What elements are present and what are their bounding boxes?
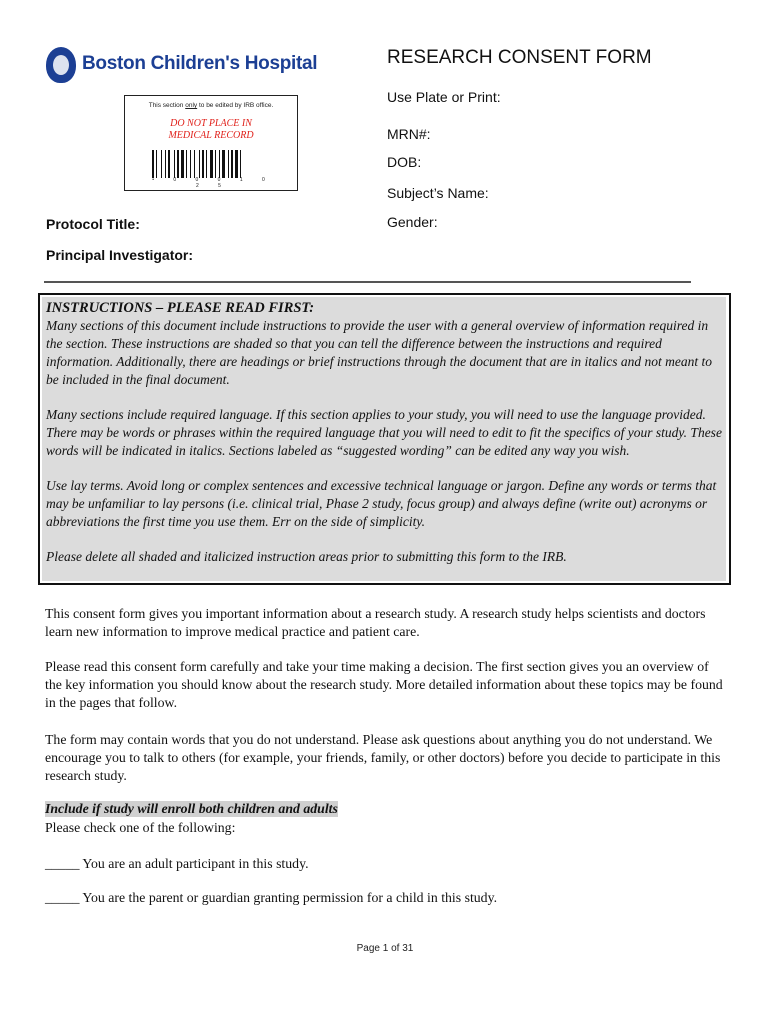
parent-guardian-option[interactable]: _____ You are the parent or guardian granting permission for a child in this study.: [45, 890, 498, 905]
hospital-name: Boston Children's Hospital: [82, 53, 318, 74]
body-paragraph-1: This consent form gives you important information about a research study. A research study helps scientists and doctors learn new information to improve medical practice and patient care.: [45, 606, 706, 639]
dob-field: DOB:: [387, 154, 422, 170]
instructions-paragraph-4: Please delete all shaded and italicized instruction areas prior to submitting this form to the IRB.: [46, 549, 567, 564]
check-prompt: Please check one of the following:: [45, 820, 236, 835]
principal-investigator-label: Principal Investigator:: [46, 247, 194, 263]
protocol-title-label: Protocol Title:: [46, 216, 140, 232]
barcode-icon: [152, 150, 274, 178]
page-number: Page 1 of 31: [356, 943, 414, 954]
irb-office-box: [124, 95, 298, 191]
gender-field: Gender:: [387, 214, 438, 230]
barcode-digits: • 0 0 0 1 0 2 5: [152, 177, 274, 189]
include-note-heading: Include if study will enroll both children and adults: [45, 801, 338, 816]
irb-note: This section only to be edited by IRB office.: [148, 102, 274, 109]
header-divider: [44, 281, 691, 283]
instructions-heading: INSTRUCTIONS – PLEASE READ FIRST:: [46, 300, 315, 316]
form-title: RESEARCH CONSENT FORM: [387, 47, 652, 68]
mrn-field: MRN#:: [387, 126, 431, 142]
body-paragraph-3: The form may contain words that you do not understand. Please ask questions about anything you do not understand. We encourage you to talk to others (for example, your friends, family, or other doctors) before you decide to participate in this research study.: [45, 732, 721, 783]
plate-label: Use Plate or Print:: [387, 89, 501, 105]
hospital-seal-icon: [46, 47, 76, 83]
instructions-paragraph-2: Many sections include required language. If this section applies to your study, you will need to use the language provided. There may be words or phrases within the required language that you will need to edit to fit the specifics of your study. These words will be indicated in italics. Sections labeled as “suggested wording” can be edited any way you wish.: [46, 407, 722, 458]
do-not-place-warning: DO NOT PLACE IN MEDICAL RECORD: [168, 118, 254, 141]
instructions-paragraph-3: Use lay terms. Avoid long or complex sentences and excessive technical language or jargon. Define any words or terms that may be unfamiliar to lay persons (i.e. clinical trial, Phase 2 study, focus group) and always define (write out) acronyms or abbreviations the first time you use them. Err on the side of simplicity.: [46, 478, 717, 529]
body-paragraph-2: Please read this consent form carefully and take your time making a decision. The first section gives you an overview of the key information you should know about the research study. More detailed information about these topics may be found in the pages that follow.: [45, 659, 723, 710]
instructions-box: [38, 293, 731, 585]
adult-participant-option[interactable]: _____ You are an adult participant in this study.: [45, 856, 309, 871]
instructions-paragraph-1: Many sections of this document include instructions to provide the user with a general overview of information required in the section. These instructions are shaded so that you can tell the difference between the instructions and required information. Additionally, there are headings or brief instructions through the document that are in italics and not meant to be included in the final document.: [46, 318, 712, 387]
hospital-logo: [46, 47, 318, 87]
subject-name-field: Subject’s Name:: [387, 185, 489, 201]
